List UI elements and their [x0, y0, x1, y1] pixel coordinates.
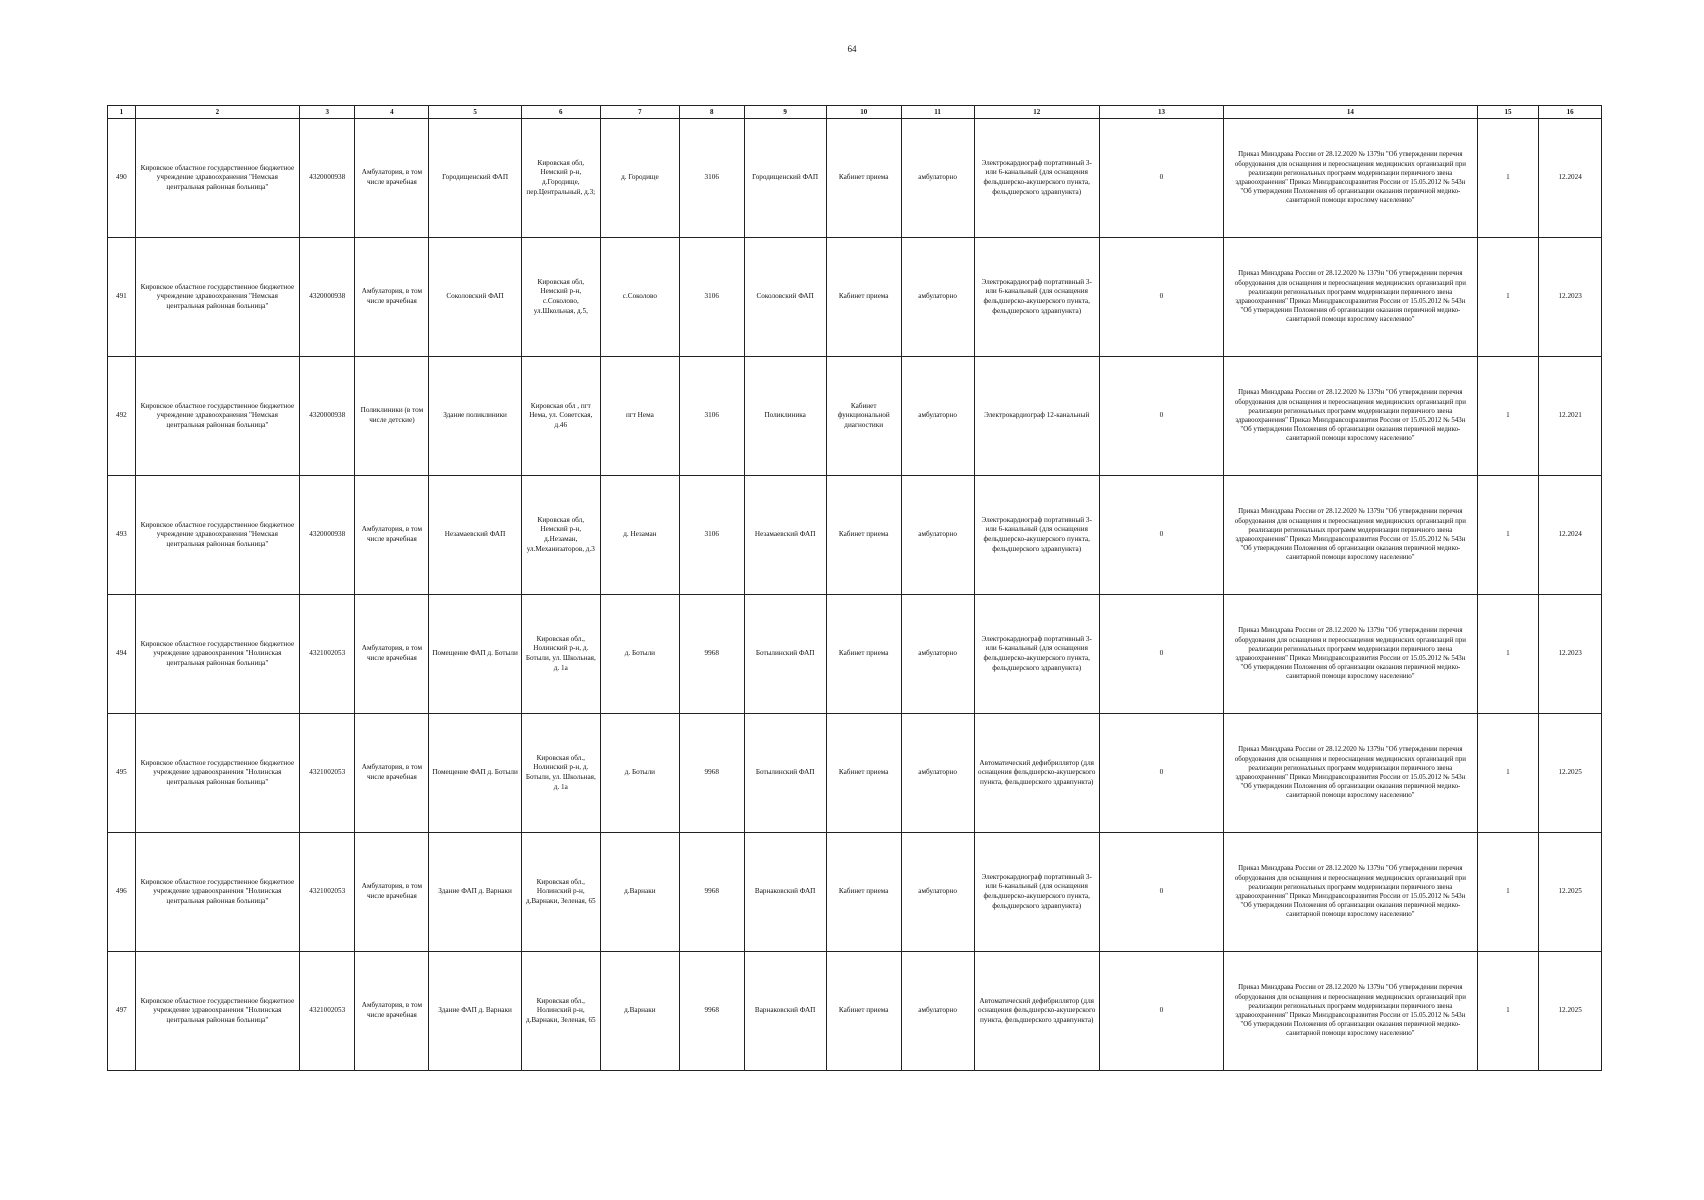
facility-type-cell: Поликлиники (в том числе детские) [355, 357, 429, 476]
address-cell: Кировская обл., Нолинский р-н, д.Варнаки, Зеленая, 65 [521, 833, 600, 952]
table-row [108, 833, 1602, 952]
room-cell: Кабинет приема [826, 952, 901, 1071]
equipment-cell: Электрокардиограф портативный 3- или 6-канальный (для оснащения фельдшерско-акушерского пункта, фельдшерского здравпункта) [974, 238, 1099, 357]
column-header: 4 [355, 106, 429, 119]
subdivision-cell: Варнаковский ФАП [744, 952, 826, 1071]
care-mode-cell: амбулаторно [901, 714, 974, 833]
date-cell: 12.2023 [1539, 238, 1602, 357]
care-mode-cell: амбулаторно [901, 119, 974, 238]
count-cell: 0 [1099, 357, 1223, 476]
address-cell: Кировская обл, Немский р-н, д.Городище, пер.Центральный, д.3; [521, 119, 600, 238]
regulation-cell: Приказ Минздрава России от 28.12.2020 № 1379н "Об утверждении перечня оборудования для оснащения и переоснащения медицинских организаций при реализации региональных программ модернизации первичного звена здравоохранения" Приказ Минздравсоцразвития России от 15.05.2012 № 543н "Об утверждении Положения об организации оказания первичной медико-санитарной помощи взрослому населению" [1224, 357, 1478, 476]
care-mode-cell: амбулаторно [901, 952, 974, 1071]
count-cell: 0 [1099, 238, 1223, 357]
regulation-cell: Приказ Минздрава России от 28.12.2020 № 1379н "Об утверждении перечня оборудования для оснащения и переоснащения медицинских организаций при реализации региональных программ модернизации первичного звена здравоохранения" Приказ Минздравсоцразвития России от 15.05.2012 № 543н "Об утверждении Положения об организации оказания первичной медико-санитарной помощи взрослому населению" [1224, 119, 1478, 238]
row-number-cell: 496 [108, 833, 136, 952]
facility-type-cell: Амбулатория, в том числе врачебная [355, 833, 429, 952]
address-cell: Кировская обл., Нолинский р-н, д. Ботыли, ул. Школьная, д. 1а [521, 595, 600, 714]
organization-cell: Кировское областное государственное бюджетное учреждение здравоохранения "Немская центральная районная больница" [135, 119, 299, 238]
building-cell: Здание ФАП д. Варнаки [429, 833, 521, 952]
row-number-cell: 492 [108, 357, 136, 476]
column-header: 13 [1099, 106, 1223, 119]
column-header: 8 [679, 106, 744, 119]
column-header: 1 [108, 106, 136, 119]
subdivision-cell: Соколовский ФАП [744, 238, 826, 357]
organization-cell: Кировское областное государственное бюджетное учреждение здравоохранения "Немская центральная районная больница" [135, 357, 299, 476]
facility-type-cell: Амбулатория, в том числе врачебная [355, 238, 429, 357]
regulation-cell: Приказ Минздрава России от 28.12.2020 № 1379н "Об утверждении перечня оборудования для оснащения и переоснащения медицинских организаций при реализации региональных программ модернизации первичного звена здравоохранения" Приказ Минздравсоцразвития России от 15.05.2012 № 543н "Об утверждении Положения об организации оказания первичной медико-санитарной помощи взрослому населению" [1224, 833, 1478, 952]
code-cell: 9968 [679, 952, 744, 1071]
subdivision-cell: Поликлиника [744, 357, 826, 476]
column-header: 10 [826, 106, 901, 119]
locality-cell: д. Ботыли [600, 595, 679, 714]
date-cell: 12.2025 [1539, 714, 1602, 833]
column-header: 6 [521, 106, 600, 119]
facility-type-cell: Амбулатория, в том числе врачебная [355, 476, 429, 595]
count-cell: 0 [1099, 952, 1223, 1071]
table-row [108, 238, 1602, 357]
column-header: 9 [744, 106, 826, 119]
address-cell: Кировская обл, Немский р-н, д.Незаман, ул.Механизаторов, д.3 [521, 476, 600, 595]
quantity-cell: 1 [1477, 357, 1539, 476]
regulation-cell: Приказ Минздрава России от 28.12.2020 № 1379н "Об утверждении перечня оборудования для оснащения и переоснащения медицинских организаций при реализации региональных программ модернизации первичного звена здравоохранения" Приказ Минздравсоцразвития России от 15.05.2012 № 543н "Об утверждении Положения об организации оказания первичной медико-санитарной помощи взрослому населению" [1224, 952, 1478, 1071]
room-cell: Кабинет приема [826, 833, 901, 952]
address-cell: Кировская обл., Нолинский р-н, д.Варнаки, Зеленая, 65 [521, 952, 600, 1071]
column-header: 14 [1224, 106, 1478, 119]
regulation-cell: Приказ Минздрава России от 28.12.2020 № 1379н "Об утверждении перечня оборудования для оснащения и переоснащения медицинских организаций при реализации региональных программ модернизации первичного звена здравоохранения" Приказ Минздравсоцразвития России от 15.05.2012 № 543н "Об утверждении Положения об организации оказания первичной медико-санитарной помощи взрослому населению" [1224, 476, 1478, 595]
date-cell: 12.2025 [1539, 833, 1602, 952]
count-cell: 0 [1099, 833, 1223, 952]
subdivision-cell: Незамаевский ФАП [744, 476, 826, 595]
equipment-cell: Автоматический дефибриллятор (для оснащения фельдшерско-акушерского пункта, фельдшерского здравпункта) [974, 714, 1099, 833]
equipment-cell: Электрокардиограф портативный 3- или 6-канальный (для оснащения фельдшерско-акушерского пункта, фельдшерского здравпункта) [974, 595, 1099, 714]
building-cell: Помещение ФАП д. Ботыли [429, 714, 521, 833]
inn-cell: 4321002053 [300, 952, 355, 1071]
care-mode-cell: амбулаторно [901, 595, 974, 714]
regulation-cell: Приказ Минздрава России от 28.12.2020 № 1379н "Об утверждении перечня оборудования для оснащения и переоснащения медицинских организаций при реализации региональных программ модернизации первичного звена здравоохранения" Приказ Минздравсоцразвития России от 15.05.2012 № 543н "Об утверждении Положения об организации оказания первичной медико-санитарной помощи взрослому населению" [1224, 714, 1478, 833]
room-cell: Кабинет приема [826, 119, 901, 238]
room-cell: Кабинет приема [826, 714, 901, 833]
quantity-cell: 1 [1477, 714, 1539, 833]
facility-type-cell: Амбулатория, в том числе врачебная [355, 595, 429, 714]
date-cell: 12.2024 [1539, 119, 1602, 238]
organization-cell: Кировское областное государственное бюджетное учреждение здравоохранения "Нолинская центральная районная больница" [135, 714, 299, 833]
table-row [108, 357, 1602, 476]
code-cell: 9968 [679, 595, 744, 714]
date-cell: 12.2024 [1539, 476, 1602, 595]
room-cell: Кабинет функциональной диагностики [826, 357, 901, 476]
code-cell: 3106 [679, 119, 744, 238]
locality-cell: с.Соколово [600, 238, 679, 357]
table-row [108, 476, 1602, 595]
row-number-cell: 490 [108, 119, 136, 238]
inn-cell: 4320000938 [300, 357, 355, 476]
organization-cell: Кировское областное государственное бюджетное учреждение здравоохранения "Нолинская центральная районная больница" [135, 595, 299, 714]
quantity-cell: 1 [1477, 595, 1539, 714]
facility-type-cell: Амбулатория, в том числе врачебная [355, 952, 429, 1071]
inn-cell: 4320000938 [300, 238, 355, 357]
quantity-cell: 1 [1477, 833, 1539, 952]
quantity-cell: 1 [1477, 476, 1539, 595]
code-cell: 3106 [679, 357, 744, 476]
equipment-cell: Электрокардиограф портативный 3- или 6-канальный (для оснащения фельдшерско-акушерского пункта, фельдшерского здравпункта) [974, 119, 1099, 238]
equipment-cell: Электрокардиограф портативный 3- или 6-канальный (для оснащения фельдшерско-акушерского пункта, фельдшерского здравпункта) [974, 476, 1099, 595]
locality-cell: д.Варнаки [600, 952, 679, 1071]
inn-cell: 4320000938 [300, 476, 355, 595]
organization-cell: Кировское областное государственное бюджетное учреждение здравоохранения "Нолинская центральная районная больница" [135, 833, 299, 952]
building-cell: Помещение ФАП д. Ботыли [429, 595, 521, 714]
facility-type-cell: Амбулатория, в том числе врачебная [355, 119, 429, 238]
inn-cell: 4321002053 [300, 714, 355, 833]
table-row [108, 595, 1602, 714]
table-body [108, 106, 1602, 1071]
column-header: 15 [1477, 106, 1539, 119]
count-cell: 0 [1099, 476, 1223, 595]
column-number-row [108, 106, 1602, 119]
equipment-registry-table [107, 105, 1602, 1071]
building-cell: Здание ФАП д. Варнаки [429, 952, 521, 1071]
room-cell: Кабинет приема [826, 238, 901, 357]
row-number-cell: 495 [108, 714, 136, 833]
table-row [108, 714, 1602, 833]
building-cell: Незамаевский ФАП [429, 476, 521, 595]
address-cell: Кировская обл., Нолинский р-н, д. Ботыли, ул. Школьная, д. 1а [521, 714, 600, 833]
inn-cell: 4321002053 [300, 833, 355, 952]
organization-cell: Кировское областное государственное бюджетное учреждение здравоохранения "Нолинская центральная районная больница" [135, 952, 299, 1071]
subdivision-cell: Ботылинский ФАП [744, 595, 826, 714]
building-cell: Соколовский ФАП [429, 238, 521, 357]
regulation-cell: Приказ Минздрава России от 28.12.2020 № 1379н "Об утверждении перечня оборудования для оснащения и переоснащения медицинских организаций при реализации региональных программ модернизации первичного звена здравоохранения" Приказ Минздравсоцразвития России от 15.05.2012 № 543н "Об утверждении Положения об организации оказания первичной медико-санитарной помощи взрослому населению" [1224, 238, 1478, 357]
column-header: 16 [1539, 106, 1602, 119]
row-number-cell: 493 [108, 476, 136, 595]
locality-cell: д. Городище [600, 119, 679, 238]
row-number-cell: 491 [108, 238, 136, 357]
subdivision-cell: Ботылинский ФАП [744, 714, 826, 833]
care-mode-cell: амбулаторно [901, 833, 974, 952]
date-cell: 12.2021 [1539, 357, 1602, 476]
equipment-cell: Автоматический дефибриллятор (для оснащения фельдшерско-акушерского пункта, фельдшерского здравпункта) [974, 952, 1099, 1071]
code-cell: 3106 [679, 476, 744, 595]
address-cell: Кировская обл , пгт Нема, ул. Советская, д.46 [521, 357, 600, 476]
table-row [108, 952, 1602, 1071]
count-cell: 0 [1099, 119, 1223, 238]
locality-cell: д. Незаман [600, 476, 679, 595]
column-header: 2 [135, 106, 299, 119]
address-cell: Кировская обл, Немский р-н, с.Соколово, ул.Школьная, д.5, [521, 238, 600, 357]
care-mode-cell: амбулаторно [901, 238, 974, 357]
care-mode-cell: амбулаторно [901, 357, 974, 476]
column-header: 12 [974, 106, 1099, 119]
row-number-cell: 497 [108, 952, 136, 1071]
page-number: 64 [847, 44, 857, 54]
count-cell: 0 [1099, 714, 1223, 833]
inn-cell: 4321002053 [300, 595, 355, 714]
regulation-cell: Приказ Минздрава России от 28.12.2020 № 1379н "Об утверждении перечня оборудования для оснащения и переоснащения медицинских организаций при реализации региональных программ модернизации первичного звена здравоохранения" Приказ Минздравсоцразвития России от 15.05.2012 № 543н "Об утверждении Положения об организации оказания первичной медико-санитарной помощи взрослому населению" [1224, 595, 1478, 714]
locality-cell: д.Варнаки [600, 833, 679, 952]
code-cell: 9968 [679, 833, 744, 952]
subdivision-cell: Городищенский ФАП [744, 119, 826, 238]
table-row [108, 119, 1602, 238]
locality-cell: пгт Нема [600, 357, 679, 476]
room-cell: Кабинет приема [826, 476, 901, 595]
count-cell: 0 [1099, 595, 1223, 714]
building-cell: Городищенский ФАП [429, 119, 521, 238]
row-number-cell: 494 [108, 595, 136, 714]
building-cell: Здание поликлиники [429, 357, 521, 476]
room-cell: Кабинет приема [826, 595, 901, 714]
code-cell: 3106 [679, 238, 744, 357]
organization-cell: Кировское областное государственное бюджетное учреждение здравоохранения "Немская центральная районная больница" [135, 476, 299, 595]
facility-type-cell: Амбулатория, в том числе врачебная [355, 714, 429, 833]
equipment-cell: Электрокардиограф портативный 3- или 6-канальный (для оснащения фельдшерско-акушерского пункта, фельдшерского здравпункта) [974, 833, 1099, 952]
organization-cell: Кировское областное государственное бюджетное учреждение здравоохранения "Немская центральная районная больница" [135, 238, 299, 357]
column-header: 11 [901, 106, 974, 119]
column-header: 5 [429, 106, 521, 119]
quantity-cell: 1 [1477, 952, 1539, 1071]
locality-cell: д. Ботыли [600, 714, 679, 833]
care-mode-cell: амбулаторно [901, 476, 974, 595]
inn-cell: 4320000938 [300, 119, 355, 238]
date-cell: 12.2025 [1539, 952, 1602, 1071]
equipment-cell: Электрокардиограф 12-канальный [974, 357, 1099, 476]
column-header: 7 [600, 106, 679, 119]
quantity-cell: 1 [1477, 119, 1539, 238]
subdivision-cell: Варнаковский ФАП [744, 833, 826, 952]
date-cell: 12.2023 [1539, 595, 1602, 714]
code-cell: 9968 [679, 714, 744, 833]
column-header: 3 [300, 106, 355, 119]
quantity-cell: 1 [1477, 238, 1539, 357]
